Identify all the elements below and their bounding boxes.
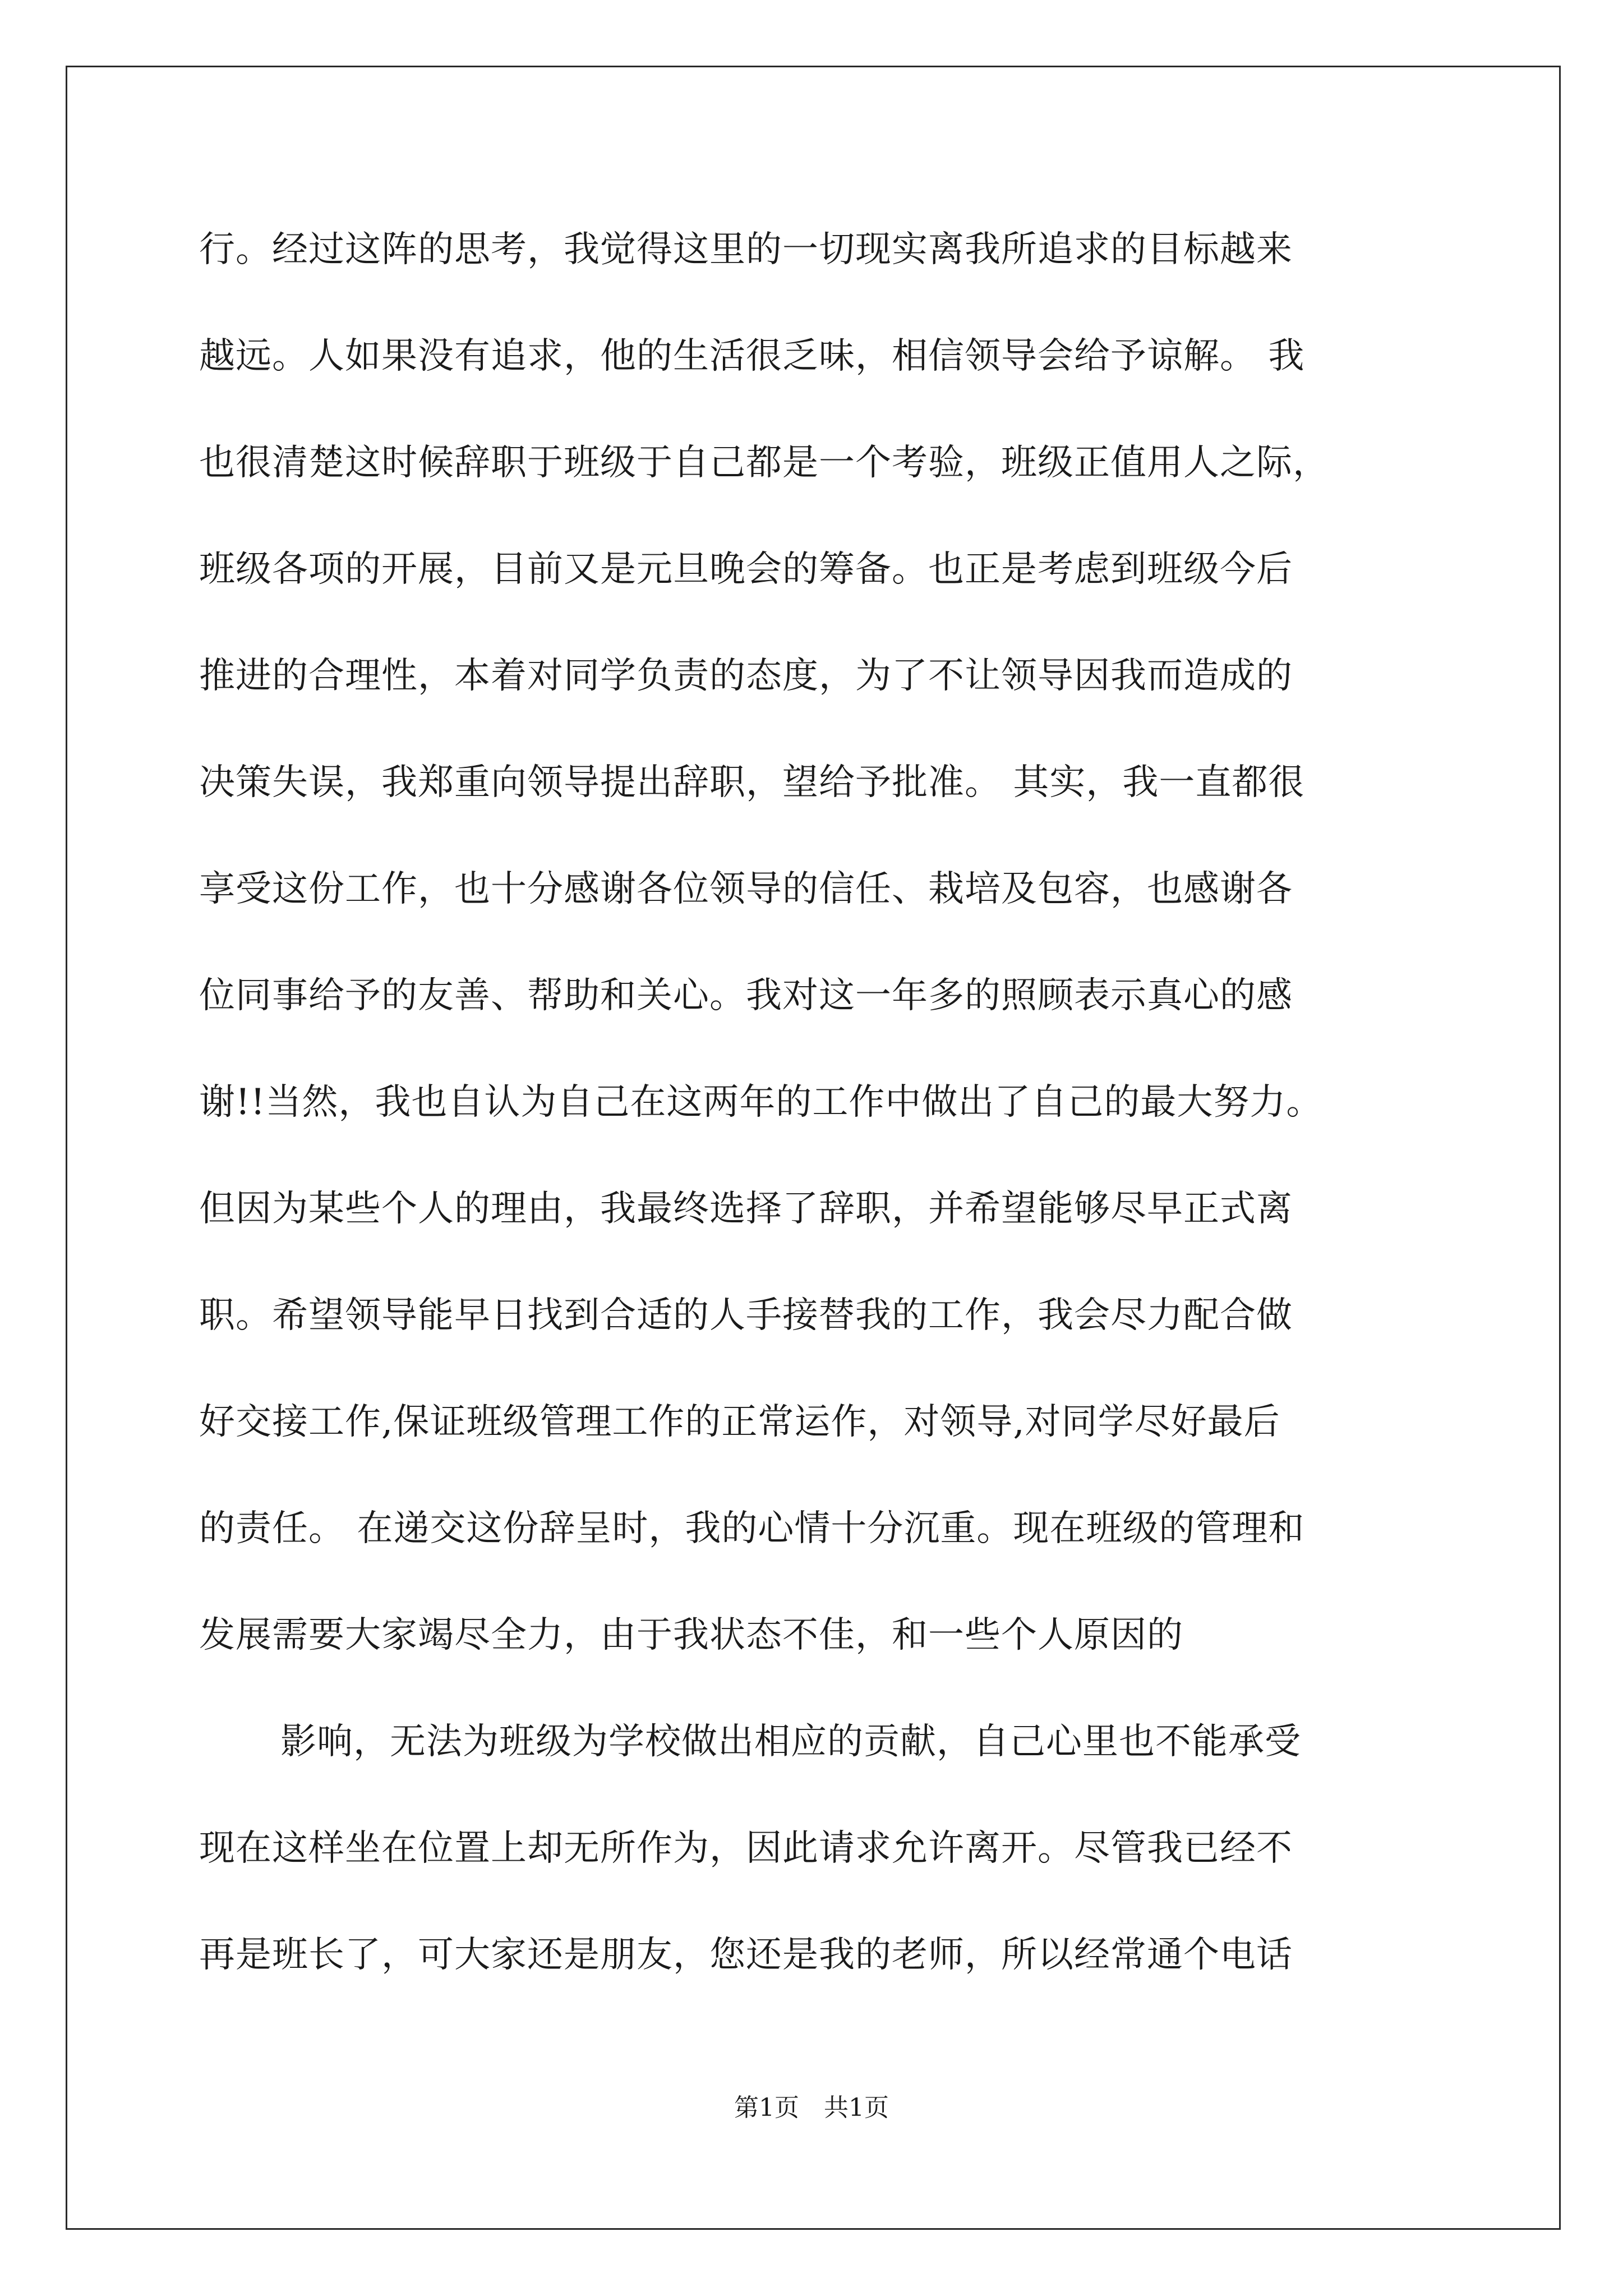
text-line: 发展需要大家竭尽全力，由于我状态不佳，和一些个人原因的	[199, 1614, 1183, 1656]
text-line: 推进的合理性，本着对同学负责的态度，为了不让领导因我而造成的	[199, 655, 1293, 697]
text-line: 职。希望领导能早日找到合适的人手接替我的工作，我会尽力配合做	[199, 1295, 1293, 1336]
text-line: 决策失误，我郑重向领导提出辞职，望给予批准。 其实，我一直都很	[199, 762, 1305, 803]
text-line-indented: 影响，无法为班级为学校做出相应的贡献，自己心里也不能承受	[280, 1721, 1301, 1763]
text-line: 的责任。 在递交这份辞呈时，我的心情十分沉重。现在班级的管理和	[199, 1508, 1305, 1549]
text-line: 好交接工作,保证班级管理工作的正常运作，对领导,对同学尽好最后	[199, 1401, 1280, 1443]
text-line: 班级各项的开展，目前又是元旦晚会的筹备。也正是考虑到班级今后	[199, 549, 1293, 590]
text-line: 现在这样坐在位置上却无所作为，因此请求允许离开。尽管我已经不	[199, 1828, 1293, 1869]
text-line: 享受这份工作，也十分感谢各位领导的信任、栽培及包容，也感谢各	[199, 868, 1293, 910]
text-line: 谢!!当然，我也自认为自己在这两年的工作中做出了自己的最大努力。	[199, 1082, 1323, 1123]
text-line: 行。经过这阵的思考，我觉得这里的一切现实离我所追求的目标越来	[199, 229, 1293, 270]
text-line: 越远。人如果没有追求，他的生活很乏味，相信领导会给予谅解。 我	[199, 335, 1305, 377]
page-number-footer: 第1页 共1页	[734, 2093, 889, 2122]
text-line: 位同事给予的友善、帮助和关心。我对这一年多的照顾表示真心的感	[199, 975, 1293, 1016]
page-border	[66, 66, 1561, 2230]
text-line: 也很清楚这时候辞职于班级于自己都是一个考验，班级正值用人之际，	[199, 442, 1329, 484]
text-line: 再是班长了，可大家还是朋友，您还是我的老师，所以经常通个电话	[199, 1934, 1293, 1976]
text-line: 但因为某些个人的理由，我最终选择了辞职，并希望能够尽早正式离	[199, 1188, 1293, 1230]
